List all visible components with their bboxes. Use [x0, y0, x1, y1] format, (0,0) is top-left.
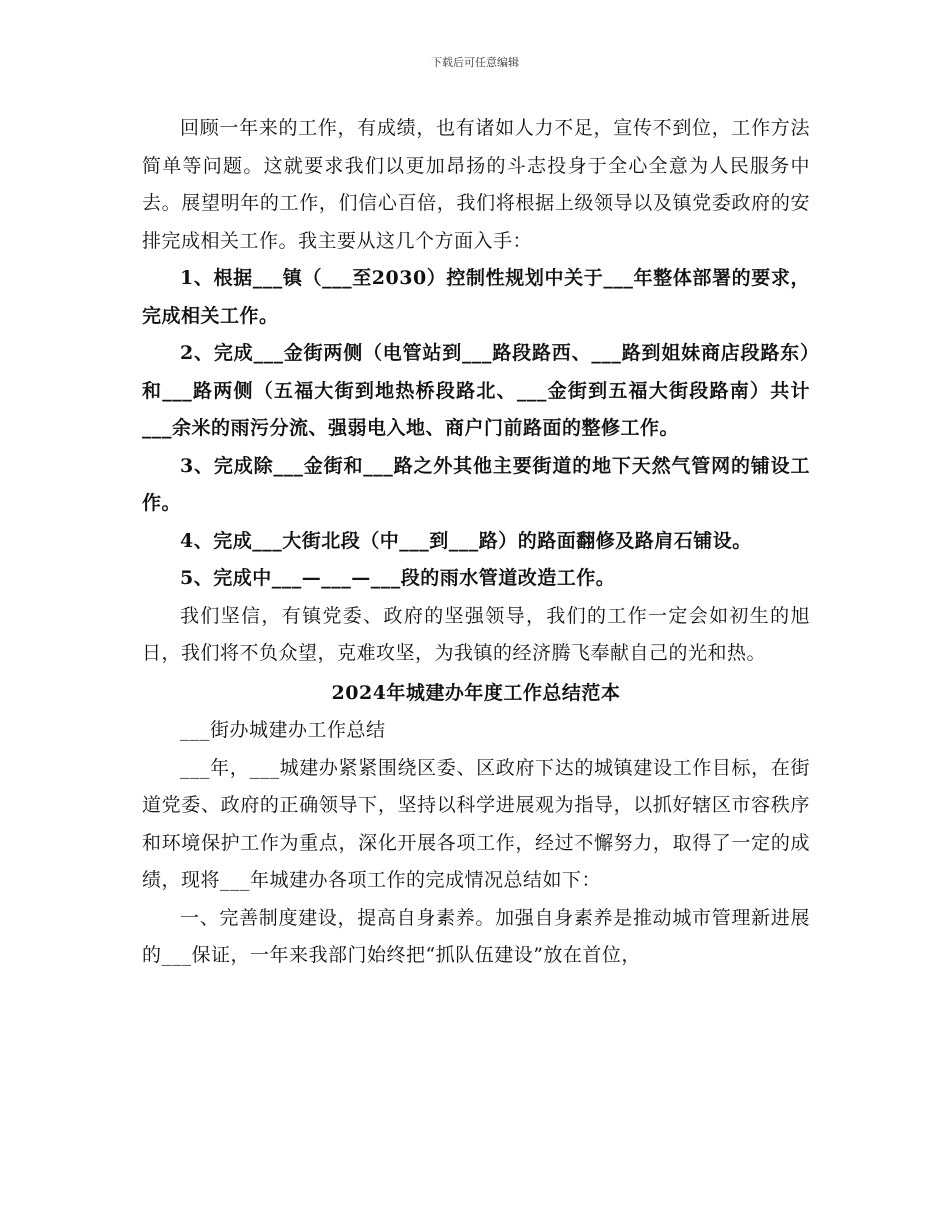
- closing-paragraph: 我们坚信，有镇党委、政府的坚强领导，我们的工作一定会如初生的旭日，我们将不负众望，克难攻坚，为我镇的经济腾飞奉献自己的光和热。: [142, 604, 810, 664]
- section-title: 2024年城建办年度工作总结范本: [331, 681, 621, 704]
- plan-item-2: 2、完成___金街两侧（电管站到___路段路西、___路到姐妹商店段路东）和___路两侧（五福大街到地热桥段路北、___金街到五福大街段路南）共计___余米的雨污分流、强弱电入地、商户门前路面的整修工作。: [142, 342, 810, 439]
- plan-item-1: 1、根据___镇（___至2030）控制性规划中关于___年整体部署的要求，完成相关工作。: [142, 267, 810, 327]
- section-subtitle: ___街办城建办工作总结: [180, 719, 386, 741]
- plan-item-4: 4、完成___大街北段（中___到___路）的路面翻修及路肩石铺设。: [180, 529, 752, 552]
- summary-paragraph-2: 一、完善制度建设，提高自身素养。加强自身素养是推动城市管理新进展的___保证，一年来我部门始终把“抓队伍建设”放在首位，: [142, 906, 810, 966]
- plan-item-5: 5、完成中___—___—___段的雨水管道改造工作。: [180, 567, 616, 589]
- intro-paragraph: 回顾一年来的工作，有成绩，也有诸如人力不足，宣传不到位，工作方法简单等问题。这就要求我们以更加昂扬的斗志投身于全心全意为人民服务中去。展望明年的工作，们信心百倍，我们将根据上级领导以及镇党委政府的安排完成相关工作。我主要从这几个方面入手：: [142, 117, 810, 252]
- plan-item-3: 3、完成除___金街和___路之外其他主要街道的地下天然气管网的铺设工作。: [142, 454, 810, 514]
- summary-paragraph-1: ___年，___城建办紧紧围绕区委、区政府下达的城镇建设工作目标，在街道党委、政府的正确领导下，坚持以科学进展观为指导，以抓好辖区市容秩序和环境保护工作为重点，深化开展各项工作，经过不懈努力，取得了一定的成绩，现将___年城建办各项工作的完成情况总结如下：: [142, 756, 810, 891]
- page-header-note: 下载后可任意编辑: [431, 56, 519, 69]
- document-body: [142, 110, 810, 975]
